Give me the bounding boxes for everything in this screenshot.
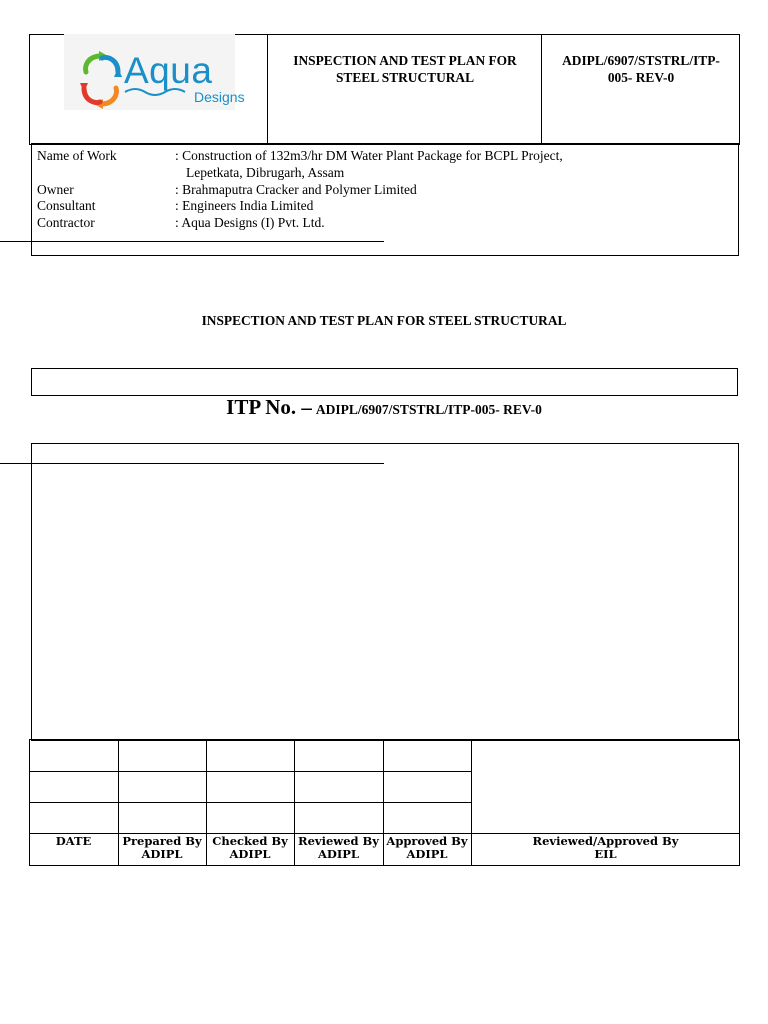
blank-bar — [31, 368, 738, 396]
doc-number-line2: 005- REV-0 — [607, 70, 675, 85]
itp-number-line — [0, 395, 768, 420]
col-approved-by: Approved By ADIPL — [386, 834, 468, 861]
col-date: DATE — [55, 834, 92, 848]
doc-number-line1: ADIPL/6907/STSTRL/ITP- — [562, 53, 720, 68]
col-reviewed-by: Reviewed By ADIPL — [298, 834, 379, 861]
content-box — [31, 443, 739, 741]
value-contractor: : Aqua Designs (I) Pvt. Ltd. — [175, 215, 325, 230]
divider-line — [0, 241, 384, 242]
label-consultant: Consultant — [37, 198, 96, 213]
label-name-of-work: Name of Work — [37, 148, 117, 163]
section-title: INSPECTION AND TEST PLAN FOR STEEL STRUCTURAL — [201, 313, 567, 328]
label-owner: Owner — [37, 182, 74, 197]
header-doc-number — [542, 52, 740, 86]
itp-number: ADIPL/6907/STSTRL/ITP-005- REV-0 — [315, 402, 542, 417]
value-owner: : Brahmaputra Cracker and Polymer Limited — [175, 182, 417, 197]
value-name-of-work-line2: Lepetkata, Dibrugarh, Assam — [186, 165, 345, 180]
col-prepared-by: Prepared By ADIPL — [122, 834, 202, 861]
value-name-of-work: : Construction of 132m3/hr DM Water Plant Package for BCPL Project, — [175, 148, 563, 163]
divider-line-2 — [0, 463, 384, 464]
logo-subtext: Designs — [194, 89, 245, 105]
logo-wordmark: Aqua — [124, 50, 213, 91]
logo-wave-icon — [123, 86, 193, 96]
header-title-line1: INSPECTION AND TEST PLAN FOR — [293, 53, 517, 68]
col-checked-by: Checked By ADIPL — [212, 834, 288, 861]
label-contractor: Contractor — [37, 215, 95, 230]
logo-swirl-icon — [78, 50, 124, 110]
header-title — [268, 52, 542, 86]
col-reviewed-approved-by-eil: Reviewed/Approved By EIL — [532, 834, 679, 861]
itp-label: ITP No. – — [226, 395, 312, 419]
header-title-line2: STEEL STRUCTURAL — [335, 70, 475, 85]
value-consultant: : Engineers India Limited — [175, 198, 314, 213]
